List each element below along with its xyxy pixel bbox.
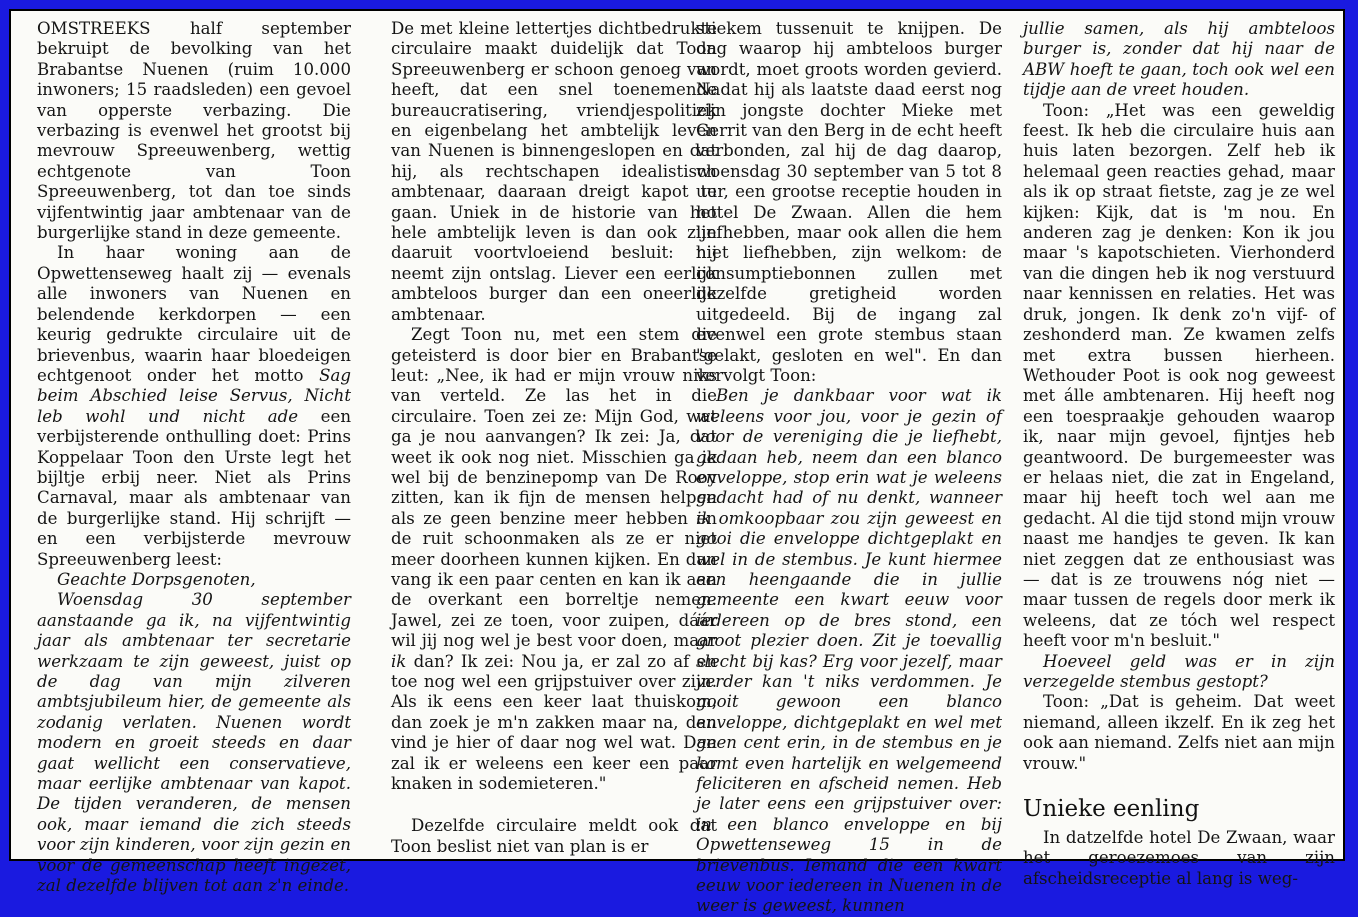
interview-answer: Toon: „Dat is geheim. Dat weet niemand, alleen ikzelf. En ik zeg het ook aan niemand. Zelfs niet aan mijn vrouw." <box>1023 692 1335 773</box>
page-border <box>6 6 1352 916</box>
section-heading: Unieke eenling <box>1023 796 1200 823</box>
paragraph-circulaire <box>37 243 351 570</box>
paragraph-intro: OMSTREEKS half september bekruipt de bevolking van het Brabantse Nuenen (ruim 10.000 inwoners; 15 raadsleden) een gevoel van opperste verbazing. Die verbazing is evenwel het grootst bij mevrouw Spreeuwenberg, wettig echtgenote van Toon Spreeuwenberg, tot dan toe sinds vijfentwintig jaar ambtenaar van de burgerlijke stand in deze gemeente. <box>37 19 351 243</box>
letter-body: Woensdag 30 september aanstaande ga ik, na vijfentwintig jaar als ambtenaar ter secretarie werkzaam te zijn geweest, juist op de dag van mijn zilveren ambtsjubileum hier, de gemeente als zodanig verlaten. Nuenen wordt modern en groeit steeds en daar gaat wellicht een conservatieve, maar eerlijke ambtenaar van kapot. De tijden veranderen, de mensen ook, maar iemand die zich steeds voor zijn kinderen, voor zijn gezin en voor de gemeenschap heeft ingezet, zal dezelfde blijven tot aan z'n einde. <box>37 590 351 896</box>
paragraph-text: dan? Ik zei: Nou ja, er zal zo af en toe nog wel een grijpstuiver over zijn. Als ik eens een keer laat thuiskom, dan zoek je m'n zakken maar na, dan vind je hier of daar nog wel wat. Dan zal ik er weleens een keer een paar knaken in sodemieteren." <box>391 651 717 794</box>
paragraph-interview: Toon: „Het was een geweldig feest. Ik heb die circulaire huis aan huis laten bezorgen. Zelf heb ik helemaal geen reacties gehad, maar als ik op straat fietste, zag je ze wel kijken: Kijk, dat is 'm nou. En anderen zag je denken: Kon ik jou maar 's kapotschieten. Vierhonderd van die dingen heb ik nog verstuurd naar kennissen en relaties. Het was druk, jongen. Ik denk zo'n vijf- of zeshonderd man. Ze kwamen zelfs met extra bussen hierheen. Wethouder Poot is ook nog geweest met álle ambtenaren. Hij heeft nog een toespraakje gehouden waarop ik, naar mijn gevoel, fijntjes heb geantwoord. De burgemeester was er helaas niet, die zat in Engeland, maar hij heeft toch wel aan me gedacht. Al die tijd stond mijn vrouw naast me handjes te geven. Ik kan niet zeggen dat ze enthousiast was — dat is ze trouwens nóg niet — maar tussen de regels door merk ik weleens, dat ze tóch wel respect heeft voor m'n besluit." <box>1023 100 1335 651</box>
paragraph-text: Zegt Toon nu, met een stem die geteisterd is door bier en Brabantse leut: „Nee, ik had er mijn vrouw niks van verteld. Ze las het in die circulaire. Toen zei ze: Mijn God, wat ga je nou aanvangen? Ik zei: Ja, dat weet ik ook nog niet. Misschien ga ik wel bij de benzinepomp van De Rooy zitten, kan ik fijn de mensen helpen als ze geen benzine meer hebben en de ruit schoonmaken als ze er niet meer doorheen kunnen kijken. En dan vang ik een paar centen en kan ik aan de overkant een borreltje nemen. Jawel, zei ze toen, voor zuipen, dáár wil jij nog wel je best voor doen, maar <box>391 325 717 651</box>
paragraph-continuation: Dezelfde circulaire meldt ook dat Toon beslist niet van plan is er <box>391 816 717 856</box>
interview-question: Hoeveel geld was er in zijn verzegelde stembus gestopt? <box>1023 651 1335 691</box>
motto-text: Sag beim Abschied leise Servus, Nicht leb wohl und nicht ade <box>37 365 351 426</box>
column-3 <box>696 19 1002 917</box>
letter-salutation: Geachte Dorpsgenoten, <box>57 569 256 589</box>
paragraph-circulaire-detail: De met kleine lettertjes dichtbedrukte circulaire maakt duidelijk dat Toon Spreeuwenberg er schoon genoeg van heeft, dat een snel toenemende bureaucratisering, vriendjespolitiek en eigenbelang het ambtelijk leven van Nuenen is binnengeslopen en dat hij, als rechtschapen idealistisch ambtenaar, daaraan dreigt kapot te gaan. Uniek in de historie van het hele ambtelijk leven is dan ook zijn daaruit voortvloeiend besluit: hij neemt zijn ontslag. Liever een eerlijk ambteloos burger dan een oneerlijk ambtenaar. <box>391 19 717 324</box>
column-1 <box>37 19 351 896</box>
paragraph-text: In haar woning aan de Opwettenseweg haalt zij — evenals alle inwoners van Nuenen en belendende kerkdorpen — een keurig gedrukte circulaire uit de brievenbus, waarin haar bloedeigen echtgenoot onder het motto <box>37 243 351 385</box>
circulaire-quote: Ben je dankbaar voor wat ik weleens voor jou, voor je gezin of voor de vereniging die je liefhebt, gedaan heb, neem dan een blanco enveloppe, stop erin wat je weleens gedacht had of nu denkt, wanneer ik omkoopbaar zou zijn geweest en gooi die enveloppe dichtgeplakt en wel in de stembus. Je kunt hiermee een heengaande die in jullie gemeente een kwart eeuw voor iedereen op de bres stond, een groot plezier doen. Zit je toevallig slecht bij kas? Erg voor jezelf, maar verder kan 't niks verdommen. Je gooit gewoon een blanco enveloppe, dichtgeplakt en wel met geen cent erin, in de stembus en je komt even hartelijk en welgemeend feliciteren en afscheid nemen. Heb je later eens een grijpstuiver over: in een blanco enveloppe en bij Opwettenseweg 15 in de brievenbus. Iemand die een kwart eeuw voor iedereen in Nuenen in de weer is geweest, kunnen <box>696 386 1002 916</box>
paragraph-section-start: In datzelfde hotel De Zwaan, waar het geroezemoes van zijn afscheidsreceptie al lang is weg- <box>1023 828 1335 888</box>
column-2 <box>391 19 717 857</box>
newspaper-clipping <box>9 9 1345 916</box>
emphasis-text: ik <box>391 651 407 671</box>
column-4 <box>1023 19 1335 889</box>
paragraph-quote-toon <box>391 325 717 794</box>
paragraph-reception: stiekem tussenuit te knijpen. De dag waarop hij ambteloos burger wordt, moet groots worden gevierd. Nadat hij als laatste daad eerst nog zijn jongste dochter Mieke met Gerrit van den Berg in de echt heeft verbonden, zal hij de dag daarop, woensdag 30 september van 5 tot 8 uur, een grootse receptie houden in hotel De Zwaan. Allen die hem liefhebben, maar ook allen die hem niet liefhebben, zijn welkom: de consumptiebonnen zullen met dezelfde gretigheid worden uitgedeeld. Bij de ingang zal evenwel een grote stembus staan "gelakt, gesloten en wel". En dan vervolgt Toon: <box>696 19 1002 385</box>
circulaire-quote-end: jullie samen, als hij ambteloos burger is, zonder dat hij naar de ABW hoeft te gaan, toch ook wel een tijdje aan de vreet houden. <box>1023 19 1335 100</box>
paragraph-text: een verbijsterende onthulling doet: Prins Koppelaar Toon den Urste legt het bijltje erbij neer. Niet als Prins Carnaval, maar als ambtenaar van de burgerlijke stand. Hij schrijft — en een verbijsterde mevrouw Spreeuwenberg leest: <box>37 406 352 569</box>
